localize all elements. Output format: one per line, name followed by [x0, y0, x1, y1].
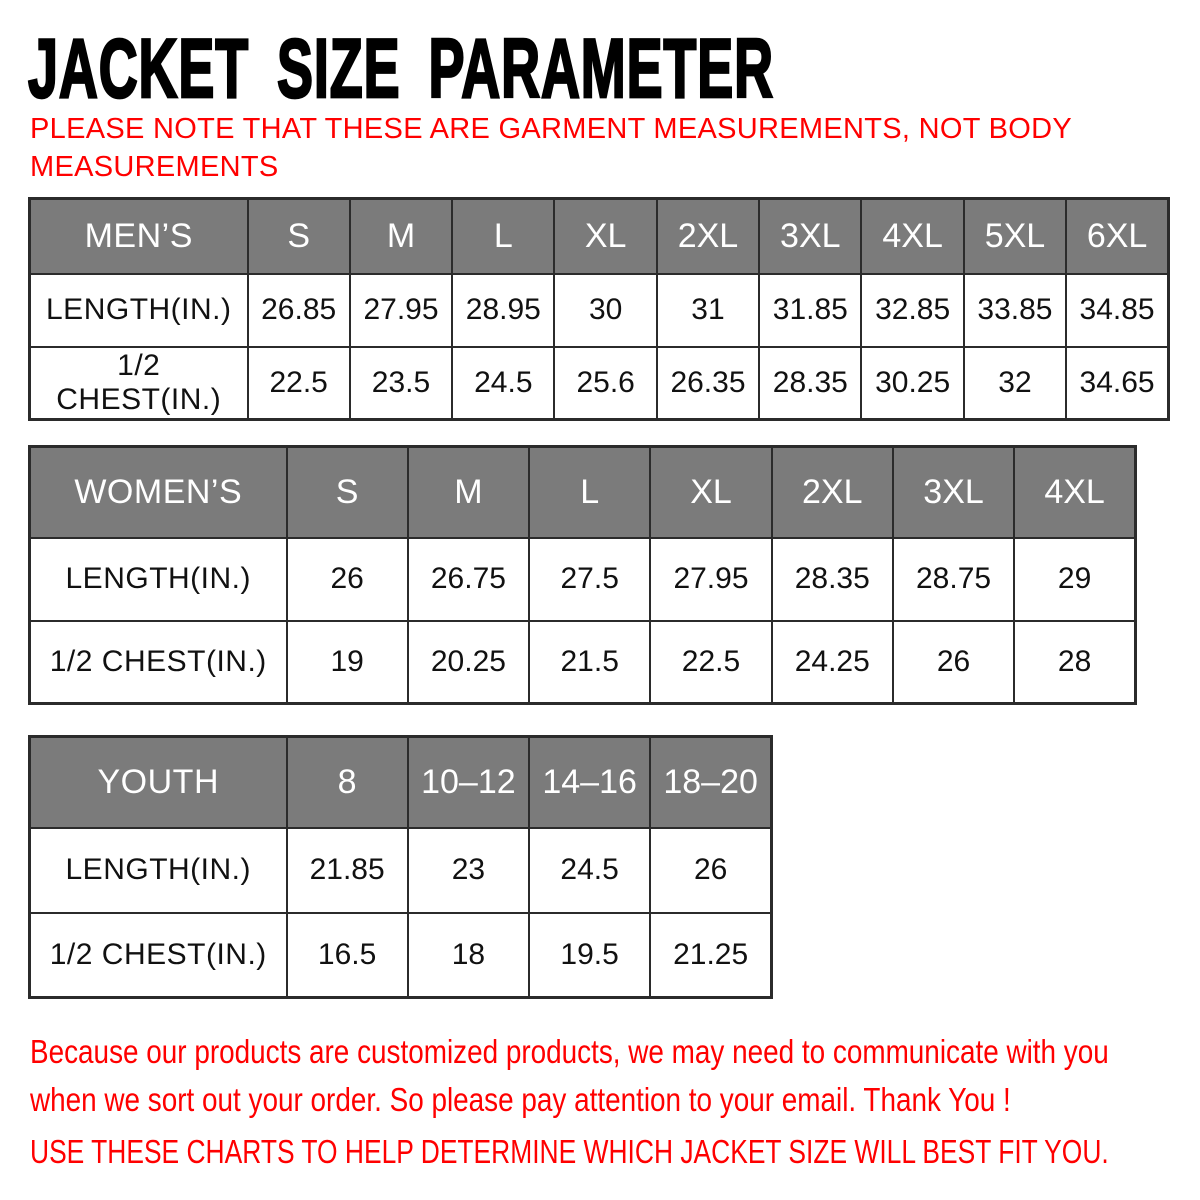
womens-length-row [30, 538, 1136, 621]
table-cell: 27.5 [529, 538, 650, 621]
table-cell: 24.5 [529, 828, 650, 913]
table-cell: 21.85 [287, 828, 408, 913]
youth-size-table [28, 735, 773, 999]
table-cell: 25.6 [554, 347, 656, 420]
table-cell: 31 [657, 274, 759, 347]
table-cell: 28.95 [452, 274, 554, 347]
table-cell: 26.85 [248, 274, 350, 347]
table-cell: 23.5 [350, 347, 452, 420]
youth-header-row [30, 737, 772, 828]
column-header: 5XL [964, 199, 1066, 274]
table-cell: 24.25 [772, 621, 893, 704]
column-header: 4XL [861, 199, 963, 274]
table-cell: 28 [1014, 621, 1135, 704]
womens-chest-row [30, 621, 1136, 704]
table-cell: 32.85 [861, 274, 963, 347]
column-header: 3XL [759, 199, 861, 274]
mens-length-row [30, 274, 1169, 347]
table-cell: 18 [408, 913, 529, 998]
table-cell: 26 [650, 828, 771, 913]
row-label: LENGTH(IN.) [30, 538, 287, 621]
table-cell: 34.85 [1066, 274, 1168, 347]
row-label: 1/2 CHEST(IN.) [30, 621, 287, 704]
mens-table-title: MEN’S [30, 199, 248, 274]
table-cell: 26 [893, 621, 1014, 704]
table-cell: 19 [287, 621, 408, 704]
column-header: XL [554, 199, 656, 274]
table-cell: 28.35 [759, 347, 861, 420]
youth-length-row [30, 828, 772, 913]
row-label: LENGTH(IN.) [30, 828, 287, 913]
table-cell: 28.75 [893, 538, 1014, 621]
youth-table-title: YOUTH [30, 737, 287, 828]
womens-size-table [28, 445, 1137, 705]
customization-note [30, 1028, 1109, 1124]
table-cell: 22.5 [650, 621, 771, 704]
customization-note-line2: when we sort out your order. So please pay attention to your email. Thank You ! [30, 1081, 1011, 1118]
table-cell: 32 [964, 347, 1066, 420]
column-header: 2XL [657, 199, 759, 274]
table-cell: 21.5 [529, 621, 650, 704]
table-cell: 22.5 [248, 347, 350, 420]
mens-chest-row [30, 347, 1169, 420]
customization-note-line1: Because our products are customized products, we may need to communicate with you [30, 1033, 1109, 1070]
row-label: 1/2 CHEST(IN.) [30, 347, 248, 420]
table-cell: 19.5 [529, 913, 650, 998]
table-cell: 20.25 [408, 621, 529, 704]
table-cell: 30 [554, 274, 656, 347]
column-header: 4XL [1014, 447, 1135, 538]
table-cell: 24.5 [452, 347, 554, 420]
column-header: M [408, 447, 529, 538]
column-header: L [529, 447, 650, 538]
table-cell: 26.75 [408, 538, 529, 621]
table-cell: 26 [287, 538, 408, 621]
mens-header-row [30, 199, 1169, 274]
womens-table-title: WOMEN’S [30, 447, 287, 538]
table-cell: 27.95 [350, 274, 452, 347]
table-cell: 26.35 [657, 347, 759, 420]
table-cell: 27.95 [650, 538, 771, 621]
note-line-2: MEASUREMENTS [30, 151, 279, 183]
column-header: S [248, 199, 350, 274]
mens-size-table [28, 197, 1170, 421]
column-header: 14–16 [529, 737, 650, 828]
usage-note: USE THESE CHARTS TO HELP DETERMINE WHICH JACKET SIZE WILL BEST FIT YOU. [30, 1133, 1109, 1170]
table-cell: 21.25 [650, 913, 771, 998]
table-cell: 23 [408, 828, 529, 913]
womens-header-row [30, 447, 1136, 538]
column-header: S [287, 447, 408, 538]
row-label: LENGTH(IN.) [30, 274, 248, 347]
table-cell: 16.5 [287, 913, 408, 998]
row-label: 1/2 CHEST(IN.) [30, 913, 287, 998]
table-cell: 28.35 [772, 538, 893, 621]
column-header: 8 [287, 737, 408, 828]
note-line-1: PLEASE NOTE THAT THESE ARE GARMENT MEASUREMENTS, NOT BODY [30, 113, 1072, 145]
table-cell: 29 [1014, 538, 1135, 621]
table-cell: 33.85 [964, 274, 1066, 347]
column-header: 6XL [1066, 199, 1168, 274]
column-header: M [350, 199, 452, 274]
column-header: L [452, 199, 554, 274]
column-header: 2XL [772, 447, 893, 538]
column-header: 10–12 [408, 737, 529, 828]
page-title: JACKET SIZE PARAMETER [28, 22, 774, 116]
table-cell: 34.65 [1066, 347, 1168, 420]
column-header: XL [650, 447, 771, 538]
column-header: 18–20 [650, 737, 771, 828]
column-header: 3XL [893, 447, 1014, 538]
youth-chest-row [30, 913, 772, 998]
table-cell: 31.85 [759, 274, 861, 347]
garment-measurement-note [30, 110, 1072, 186]
table-cell: 30.25 [861, 347, 963, 420]
